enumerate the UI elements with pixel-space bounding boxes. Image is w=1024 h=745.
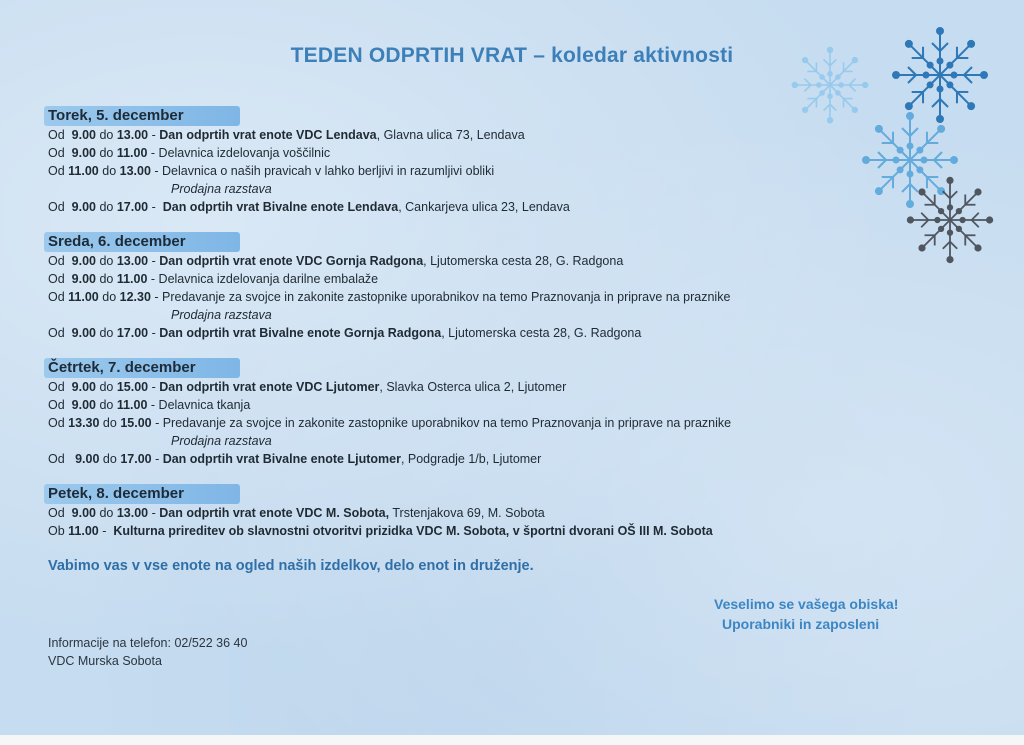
organization-name: VDC Murska Sobota [48, 654, 162, 668]
snowflake-icon [863, 113, 957, 207]
schedule-row: Od 9.00 do 17.00 - Dan odprtih vrat Bivalne enote Ljutomer, Podgradje 1/b, Ljutomer [48, 452, 542, 466]
day-header-cetrtek: Četrtek, 7. december [44, 358, 240, 378]
schedule-row: Od 9.00 do 17.00 - Dan odprtih vrat Bivalne enote Lendava, Cankarjeva ulica 23, Lendava [48, 200, 570, 214]
schedule-row: Od 9.00 do 11.00 - Delavnica tkanja [48, 398, 251, 412]
snowflake-icon [908, 178, 993, 263]
schedule-row: Od 9.00 do 11.00 - Delavnica izdelovanja voščilnic [48, 146, 331, 160]
day-header-torek: Torek, 5. december [44, 106, 240, 126]
schedule-row: Od 13.30 do 15.00 - Predavanje za svojce in zakonite zastopnike uporabnikov na temo Praznovanja in priprave na praznike [48, 416, 732, 430]
invitation-text: Vabimo vas v vse enote na ogled naših izdelkov, delo enot in druženje. [48, 558, 534, 574]
day-header-petek: Petek, 8. december [44, 484, 240, 504]
schedule-row: Od 9.00 do 13.00 - Dan odprtih vrat enote VDC M. Sobota, Trstenjakova 69, M. Sobota [48, 506, 545, 520]
schedule-note: Prodajna razstava [171, 434, 272, 448]
snowflake-icon [893, 28, 987, 122]
page-edge [0, 735, 1024, 745]
page-title: TEDEN ODPRTIH VRAT – koledar aktivnosti [290, 44, 734, 67]
day-header-sreda: Sreda, 6. december [44, 232, 240, 252]
schedule-row: Od 9.00 do 13.00 - Dan odprtih vrat enote VDC Gornja Radgona, Ljutomerska cesta 28, G. Radgona [48, 254, 624, 268]
schedule-note: Prodajna razstava [171, 308, 272, 322]
greeting-signature: Uporabniki in zaposleni [722, 616, 880, 632]
schedule-row-special: Ob 11.00 - Kulturna prireditev ob slavnostni otvoritvi prizidka VDC M. Sobota, v športni dvorani OŠ III M. Sobota [48, 524, 713, 538]
schedule-row: Od 9.00 do 13.00 - Dan odprtih vrat enote VDC Lendava, Glavna ulica 73, Lendava [48, 128, 525, 142]
schedule-note: Prodajna razstava [171, 182, 272, 196]
schedule-row: Od 9.00 do 11.00 - Delavnica izdelovanja darilne embalaže [48, 272, 379, 286]
contact-phone: Informacije na telefon: 02/522 36 40 [48, 636, 248, 650]
schedule-row: Od 11.00 do 13.00 - Delavnica o naših pravicah v lahko berljivi in razumljivi obliki [48, 164, 495, 178]
greeting-line: Veselimo se vašega obiska! [714, 596, 899, 612]
schedule-row: Od 11.00 do 12.30 - Predavanje za svojce in zakonite zastopnike uporabnikov na temo Praznovanja in priprave na praznike [48, 290, 731, 304]
schedule-row: Od 9.00 do 17.00 - Dan odprtih vrat Bivalne enote Gornja Radgona, Ljutomerska cesta 28, G. Radgona [48, 326, 642, 340]
schedule-row: Od 9.00 do 15.00 - Dan odprtih vrat enote VDC Ljutomer, Slavka Osterca ulica 2, Ljutomer [48, 380, 567, 394]
